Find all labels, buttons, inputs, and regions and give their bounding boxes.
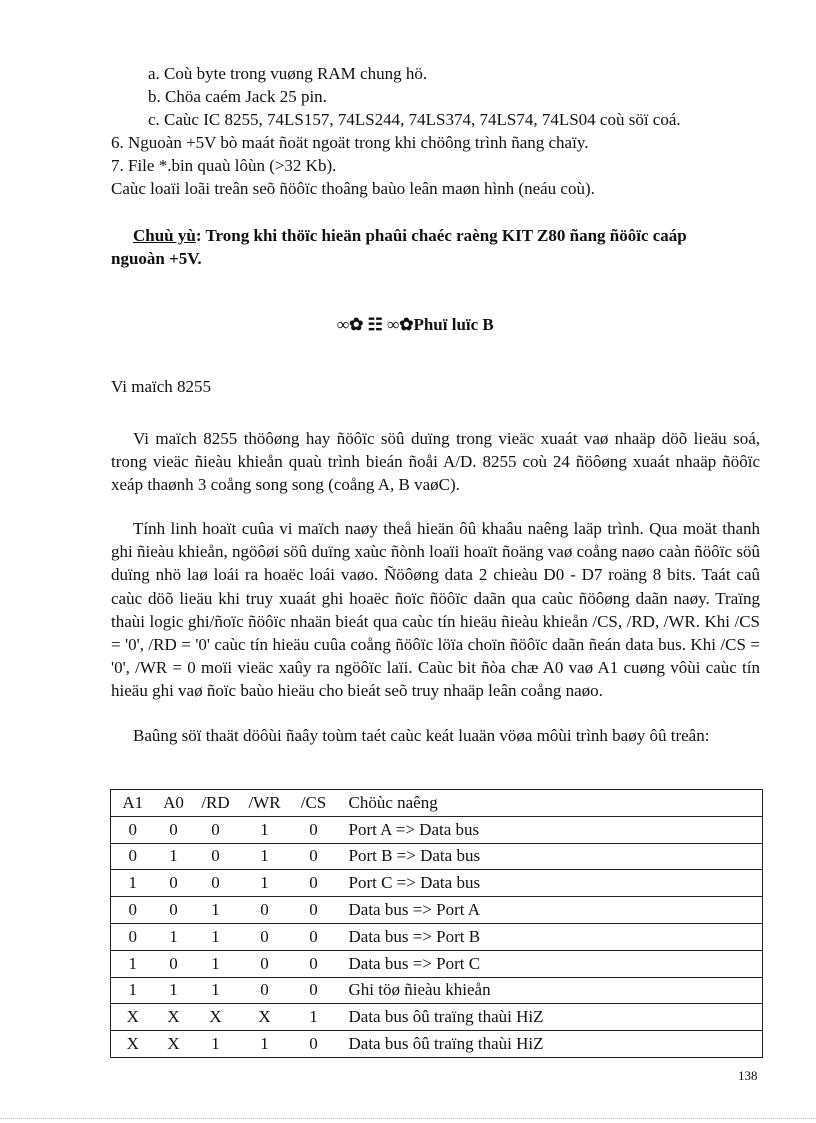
cell-function: Data bus => Port A bbox=[337, 897, 763, 924]
list-item-a: a. Coù byte trong vuøng RAM chung hö. bbox=[148, 64, 428, 83]
cell-a1: 1 bbox=[111, 870, 155, 897]
table-header-row bbox=[111, 790, 763, 817]
cell-a1: 0 bbox=[111, 843, 155, 870]
cell-a1: 1 bbox=[111, 950, 155, 977]
header-rd: /RD bbox=[193, 790, 239, 817]
table-row bbox=[111, 923, 763, 950]
cell-a1: X bbox=[111, 1031, 155, 1058]
cell-a0: 1 bbox=[155, 923, 193, 950]
cell-wr: 0 bbox=[239, 950, 291, 977]
cell-rd: 1 bbox=[193, 950, 239, 977]
cell-a0: 0 bbox=[155, 950, 193, 977]
truth-table bbox=[110, 789, 763, 1058]
paragraph-1: Vi maïch 8255 thöôøng hay ñöôïc söû duïng trong vieäc xuaát vaø nhaäp döõ lieäu soá, trong vieäc ñieàu khieån quaù trình bieán ñoåi A/D. 8255 coù 24 ñöôøng xuaát nhaäp ñöôïc xeáp thaønh 3 coång song song (coång A, B vaøC). bbox=[111, 429, 760, 495]
table-row bbox=[111, 816, 763, 843]
appendix-title: Phuï luïc B bbox=[413, 315, 494, 334]
cell-function: Data bus ôû traïng thaùi HiZ bbox=[337, 1031, 763, 1058]
section-heading: Vi maïch 8255 bbox=[111, 377, 212, 396]
cell-function: Ghi töø ñieàu khieån bbox=[337, 977, 763, 1004]
cell-rd: 1 bbox=[193, 897, 239, 924]
note-colon: : bbox=[195, 226, 202, 245]
cell-function: Port C => Data bus bbox=[337, 870, 763, 897]
note-label: Chuù yù bbox=[133, 226, 196, 245]
cell-a0: 1 bbox=[155, 843, 193, 870]
header-function: Chöùc naêng bbox=[337, 790, 763, 817]
cell-a0: 0 bbox=[155, 870, 193, 897]
table-row bbox=[111, 977, 763, 1004]
cell-wr: 0 bbox=[239, 977, 291, 1004]
cell-wr: 1 bbox=[239, 1031, 291, 1058]
cell-rd: 1 bbox=[193, 923, 239, 950]
cell-rd: 1 bbox=[193, 977, 239, 1004]
cell-rd: 0 bbox=[193, 870, 239, 897]
note-text-1: Trong khi thöïc hieän phaûi chaéc raèng KIT Z80 ñang ñöôïc caáp bbox=[201, 226, 687, 245]
cell-cs: 0 bbox=[291, 843, 337, 870]
list-item-b: b. Chöa caém Jack 25 pin. bbox=[148, 87, 327, 106]
table-row bbox=[111, 897, 763, 924]
cell-cs: 0 bbox=[291, 977, 337, 1004]
cell-wr: X bbox=[239, 1004, 291, 1031]
cell-a1: 0 bbox=[111, 816, 155, 843]
list-item-7: 7. File *.bin quaù lôùn (>32 Kb). bbox=[111, 156, 337, 175]
cell-function: Port A => Data bus bbox=[337, 816, 763, 843]
error-summary: Caùc loaïi loãi treân seõ ñöôïc thoâng baùo leân maøn hình (neáu coù). bbox=[111, 179, 595, 198]
page-bottom-divider bbox=[0, 1118, 816, 1119]
cell-cs: 0 bbox=[291, 923, 337, 950]
table-row bbox=[111, 950, 763, 977]
paragraph-2: Tính linh hoaït cuûa vi maïch naøy theå hieän ôû khaâu naêng laäp trình. Qua moät thanh ghi ñieàu khieån, ngöôøi söû duïng xaùc ñònh loaïi hoaït ñoäng vaø coång naøo caàn ñöôïc söû duïng nhö laø loái ra hoaëc loái vaøo. Ñöôøng data 2 chieàu D0 - D7 roäng 8 bits. Taát caû caùc döõ lieäu khi truy xuaát ghi hoaëc ñoïc ñöôïc daãn qua caùc ñöôøng daãn naøy. Traïng thaùi logic ghi/ñoïc ñöôïc nhaän bieát qua caùc tín hieäu ñieàu khieån /CS, /RD, /WR. Khi /CS = '0', /RD = '0' caùc tín hieäu cuûa coång ñöôïc löïa choïn ñöôïc daãn ñeán data bus. Khi /CS = '0', /WR = 0 moïi vieäc xaûy ra ngöôïc laïi. Caùc bit ñòa chæ A0 vaø A1 cuøng vôùi caùc tín hieäu ghi vaø ñoïc baùo hieäu cho bieát seõ truy nhaäp leân coång naøo. bbox=[111, 519, 760, 701]
cell-a1: X bbox=[111, 1004, 155, 1031]
header-a0: A0 bbox=[155, 790, 193, 817]
cell-function: Data bus ôû traïng thaùi HiZ bbox=[337, 1004, 763, 1031]
list-item-6: 6. Nguoàn +5V bò maát ñoät ngoät trong khi chöông trình ñang chaïy. bbox=[111, 133, 589, 152]
cell-rd: X bbox=[193, 1004, 239, 1031]
cell-rd: 0 bbox=[193, 816, 239, 843]
header-a1: A1 bbox=[111, 790, 155, 817]
note-line-2: nguoàn +5V. bbox=[111, 249, 202, 268]
cell-wr: 0 bbox=[239, 897, 291, 924]
paragraph-3: Baûng söï thaät döôùi ñaây toùm taét caùc keát luaän vöøa môùi trình baøy ôû treân: bbox=[133, 726, 710, 745]
cell-rd: 1 bbox=[193, 1031, 239, 1058]
cell-wr: 1 bbox=[239, 843, 291, 870]
header-cs: /CS bbox=[291, 790, 337, 817]
cell-a0: 0 bbox=[155, 897, 193, 924]
cell-wr: 0 bbox=[239, 923, 291, 950]
cell-a0: X bbox=[155, 1031, 193, 1058]
cell-a1: 0 bbox=[111, 897, 155, 924]
cell-a0: 0 bbox=[155, 816, 193, 843]
cell-cs: 0 bbox=[291, 950, 337, 977]
cell-function: Data bus => Port C bbox=[337, 950, 763, 977]
cell-cs: 1 bbox=[291, 1004, 337, 1031]
cell-a1: 1 bbox=[111, 977, 155, 1004]
page-number: 138 bbox=[738, 1068, 758, 1083]
table-row bbox=[111, 1031, 763, 1058]
cell-cs: 0 bbox=[291, 870, 337, 897]
cell-rd: 0 bbox=[193, 843, 239, 870]
cell-cs: 0 bbox=[291, 897, 337, 924]
appendix-heading bbox=[337, 315, 494, 335]
cell-a0: 1 bbox=[155, 977, 193, 1004]
cell-a0: X bbox=[155, 1004, 193, 1031]
note-line-1 bbox=[133, 226, 687, 246]
header-wr: /WR bbox=[239, 790, 291, 817]
cell-function: Data bus => Port B bbox=[337, 923, 763, 950]
cell-cs: 0 bbox=[291, 816, 337, 843]
cell-a1: 0 bbox=[111, 923, 155, 950]
ornament-icon: ∞✿ ☷ ∞✿ bbox=[337, 315, 414, 334]
table-row bbox=[111, 1004, 763, 1031]
cell-wr: 1 bbox=[239, 816, 291, 843]
list-item-c: c. Caùc IC 8255, 74LS157, 74LS244, 74LS374, 74LS74, 74LS04 coù söï coá. bbox=[148, 110, 681, 129]
cell-cs: 0 bbox=[291, 1031, 337, 1058]
table-row bbox=[111, 843, 763, 870]
cell-wr: 1 bbox=[239, 870, 291, 897]
table-row bbox=[111, 870, 763, 897]
cell-function: Port B => Data bus bbox=[337, 843, 763, 870]
